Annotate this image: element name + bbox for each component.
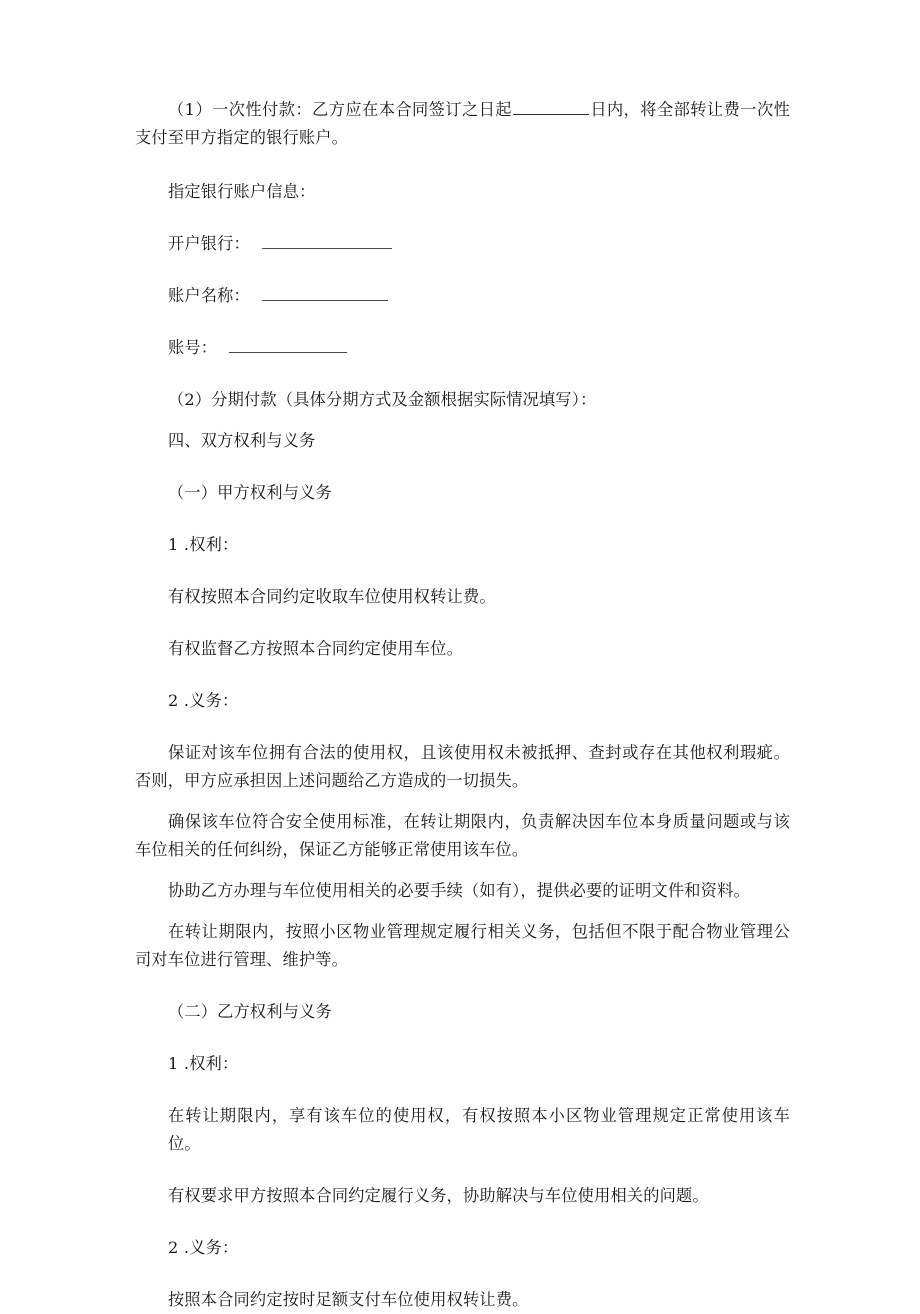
party-b-heading-text: （二）乙方权利与义务 — [168, 1002, 332, 1021]
party-a-heading-text: （一）甲方权利与义务 — [168, 483, 332, 502]
party-a-duty-item-1 — [135, 739, 790, 795]
party-b-duties-heading-text: 2 .义务： — [168, 1238, 239, 1257]
paragraph-lumpsum-payment — [135, 96, 790, 152]
party-b-rights-heading-text: 1 .权利： — [168, 1054, 239, 1073]
paragraph-bank-info-heading — [135, 178, 790, 206]
party-a-duties-heading-text: 2 .义务： — [168, 691, 239, 710]
lumpsum-text-after-blank: 日内，将全部转让费一次性支付至甲方指定的银行账户。 — [135, 100, 791, 147]
heading-party-b-rights — [135, 1050, 790, 1078]
days-blank-field[interactable] — [513, 99, 589, 115]
account-number-label: 账号： — [168, 338, 218, 357]
party-b-right-item-2 — [135, 1182, 790, 1210]
opening-bank-blank-field[interactable] — [262, 233, 392, 249]
party-a-rights-heading-text: 1 .权利： — [168, 535, 239, 554]
party-a-duty-item-3 — [135, 877, 790, 905]
section-four-heading-text: 四、双方权利与义务 — [168, 431, 316, 450]
heading-party-a — [135, 479, 790, 507]
field-row-account-number — [135, 334, 790, 362]
party-a-duty-text-3: 协助乙方办理与车位使用相关的必要手续（如有），提供必要的证明文件和资料。 — [168, 881, 750, 900]
installment-payment-text: （2）分期付款（具体分期方式及金额根据实际情况填写）： — [168, 390, 597, 409]
party-b-right-item-1 — [135, 1102, 790, 1158]
heading-party-a-rights — [135, 531, 790, 559]
party-b-duty-item-1 — [135, 1286, 790, 1314]
party-a-duty-text-2: 确保该车位符合安全使用标准，在转让期限内，负责解决因车位本身质量问题或与该车位相关的任何纠纷，保证乙方能够正常使用该车位。 — [135, 812, 790, 859]
heading-section-four — [135, 427, 790, 455]
party-a-duty-text-1: 保证对该车位拥有合法的使用权，且该使用权未被抵押、查封或存在其他权利瑕疵。否则，甲方应承担因上述问题给乙方造成的一切损失。 — [135, 743, 790, 790]
party-a-right-text-2: 有权监督乙方按照本合同约定使用车位。 — [168, 639, 463, 658]
heading-party-a-duties — [135, 687, 790, 715]
lumpsum-text-before-blank: （1）一次性付款：乙方应在本合同签订之日起 — [168, 100, 513, 119]
field-row-account-name — [135, 282, 790, 310]
party-b-right-text-2: 有权要求甲方按照本合同约定履行义务，协助解决与车位使用相关的问题。 — [168, 1186, 709, 1205]
party-b-duty-text-1: 按照本合同约定按时足额支付车位使用权转让费。 — [168, 1290, 529, 1309]
party-a-right-item-1 — [135, 583, 790, 611]
opening-bank-label: 开户银行： — [168, 234, 250, 253]
party-b-right-text-1: 在转让期限内，享有该车位的使用权，有权按照本小区物业管理规定正常使用该车位。 — [168, 1106, 790, 1153]
bank-info-heading-text: 指定银行账户信息： — [168, 182, 316, 201]
account-name-blank-field[interactable] — [262, 285, 388, 301]
party-a-right-text-1: 有权按照本合同约定收取车位使用权转让费。 — [168, 587, 496, 606]
party-a-duty-item-4 — [135, 918, 790, 974]
party-a-right-item-2 — [135, 635, 790, 663]
account-name-label: 账户名称： — [168, 286, 250, 305]
party-a-duty-item-2 — [135, 808, 790, 864]
heading-party-b-duties — [135, 1234, 790, 1262]
heading-party-b — [135, 998, 790, 1026]
field-row-opening-bank — [135, 230, 790, 258]
account-number-blank-field[interactable] — [229, 337, 347, 353]
paragraph-installment-payment — [135, 386, 790, 414]
party-a-duty-text-4: 在转让期限内，按照小区物业管理规定履行相关义务，包括但不限于配合物业管理公司对车位进行管理、维护等。 — [135, 922, 790, 969]
document-body — [135, 96, 790, 1314]
